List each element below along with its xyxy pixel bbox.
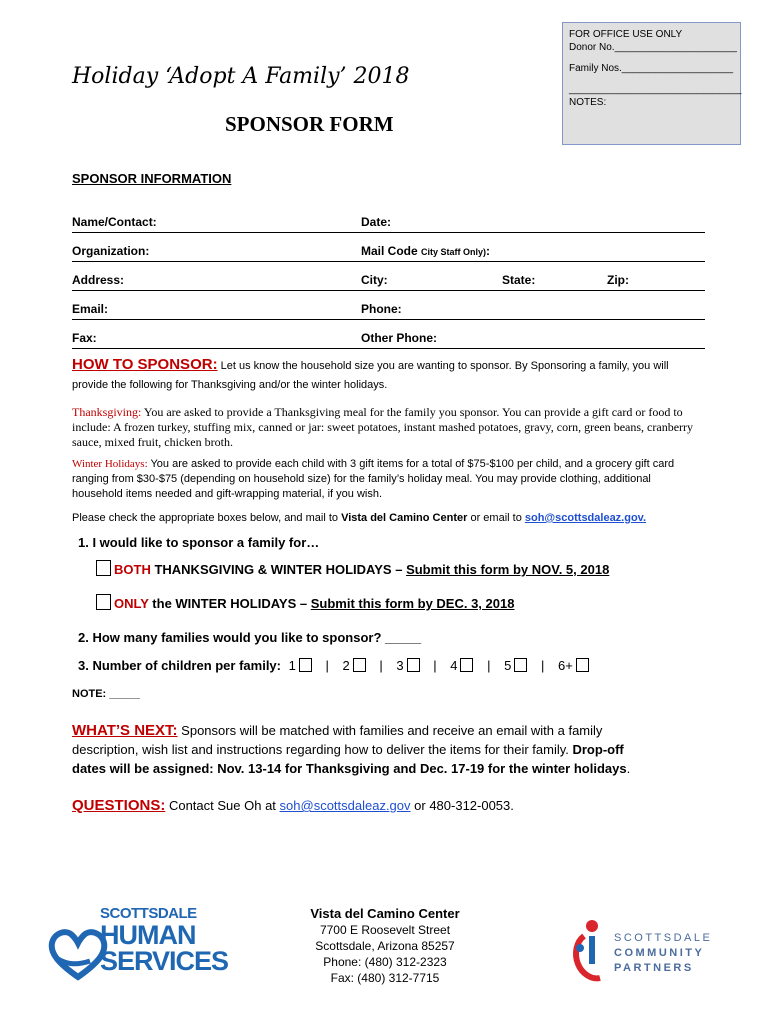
size-checkbox[interactable] (299, 658, 312, 672)
email-link[interactable]: soh@scottsdaleaz.gov. (524, 512, 647, 524)
only-deadline: Submit this form by DEC. 3, 2018 (310, 596, 515, 611)
footer-fax: Fax: (480) 312-7715 (330, 971, 440, 985)
heart-hands-icon (48, 925, 108, 985)
separator: | (540, 658, 545, 673)
community-partners-logo (570, 918, 720, 988)
partners-line1: SCOTTSDALE (614, 932, 713, 944)
size-checkbox[interactable] (514, 658, 527, 672)
size-label: 1 (288, 658, 296, 673)
footer-phone: Phone: (480) 312-2323 (323, 955, 447, 969)
questions-heading: QUESTIONS: (72, 797, 166, 814)
whats-next-line1 (72, 721, 712, 740)
whats-next-line3 (72, 759, 712, 778)
whats-next-line2 (72, 740, 712, 759)
questions-phone: or 480-312-0053. (410, 798, 514, 813)
fax-label: Fax: (72, 331, 97, 345)
size-option-4 (450, 658, 473, 673)
date-label: Date: (361, 215, 392, 229)
logo-human-text: HUMAN (100, 920, 196, 950)
separator: | (379, 658, 383, 673)
whats-next-paragraph (72, 721, 712, 778)
size-label: 2 (342, 658, 350, 673)
size-checkbox[interactable] (407, 658, 420, 672)
both-checkbox[interactable] (96, 560, 111, 576)
family-nos-field: Family Nos.____________________ (569, 63, 734, 74)
winter-label: Winter Holidays: (72, 458, 148, 470)
other-phone-label: Other Phone: (361, 331, 438, 345)
size-checkbox[interactable] (353, 658, 366, 672)
size-label: 6+ (558, 658, 573, 673)
sponsor-info-heading: SPONSOR INFORMATION (72, 171, 232, 186)
winter-text: You are asked to provide each child with 3 gift items for a total of $75-$100 per child, and a grocery gift card ranging from $30-$75 (depending on household size) for the family’s holiday meal. You may provide clothing, additional household items needed and gift-wrapping material, if you wish. (72, 458, 675, 500)
both-text: THANKSGIVING & WINTER HOLIDAYS – (150, 562, 407, 577)
human-services-logo (48, 905, 229, 985)
thanksgiving-text: You are asked to provide a Thanksgiving meal for the family you sponsor. You can provide a gift card or food to include: A frozen turkey, stuffing mix, canned or jar: sweet potatoes, instant mashed potatoes, gravy, corn, green beans, cranberry sauce, mixed fruit, chicken broth. (72, 405, 694, 449)
size-option-5 (504, 658, 527, 673)
office-header: FOR OFFICE USE ONLY (569, 29, 683, 40)
city-label: City: (361, 273, 388, 287)
address-label: Address: (72, 273, 125, 287)
whats-next-dates: dates will be assigned: Nov. 13-14 for Thanksgiving and Dec. 17-19 for the winter holidays (72, 761, 627, 776)
thanksgiving-label: Thanksgiving: (72, 405, 142, 419)
thanksgiving-paragraph (72, 405, 702, 450)
whats-next-period: . (626, 761, 631, 776)
whats-next-heading: WHAT’S NEXT: (72, 722, 178, 739)
mail-code-text: Mail Code (361, 244, 418, 258)
question-2: 2. How many families would you like to sponsor? _____ (78, 630, 422, 645)
center-name: Vista del Camino Center (341, 512, 468, 524)
only-label: ONLY (114, 596, 149, 611)
fax-row-line[interactable] (72, 348, 705, 349)
how-to-sponsor-text2: provide the following for Thanksgiving and/or the winter holidays. (72, 379, 388, 391)
organization-label: Organization: (72, 244, 150, 258)
winter-paragraph (72, 457, 702, 502)
only-checkbox[interactable] (96, 594, 111, 610)
donor-no-field: Donor No.______________________ (569, 42, 737, 53)
office-blank-line: _______________________________ (569, 84, 742, 95)
page-title: Holiday ‘Adopt A Family’ 2018 (72, 64, 410, 89)
questions-email-link[interactable]: soh@scottsdaleaz.gov (279, 798, 411, 813)
size-label: 3 (396, 658, 404, 673)
mail-code-note: City Staff Only) (421, 247, 487, 257)
whats-next-text2: description, wish list and instructions regarding how to deliver the items for their family. (72, 742, 573, 757)
size-option-2 (343, 658, 366, 673)
notes-label: NOTES: (569, 97, 607, 108)
separator: | (325, 658, 329, 673)
separator: | (433, 658, 437, 673)
name-row-line[interactable] (72, 232, 705, 233)
email-label: Email: (72, 302, 109, 316)
option-both-row (96, 560, 609, 577)
org-row-line[interactable] (72, 261, 705, 262)
or-email-text: or email to (467, 512, 525, 524)
office-use-box (562, 22, 741, 145)
footer-address (290, 906, 480, 986)
people-icon (570, 918, 610, 984)
logo-scottsdale-text: SCOTTSDALE (100, 905, 197, 922)
size-label: 4 (450, 658, 458, 673)
separator: | (487, 658, 491, 673)
address-row-line[interactable] (72, 290, 705, 291)
how-to-sponsor-text: Let us know the household size you are wanting to sponsor. By Sponsoring a family, you will (220, 360, 669, 372)
check-text: Please check the appropriate boxes below, and mail to (72, 512, 342, 524)
size-checkbox[interactable] (460, 658, 473, 672)
mail-code-colon: : (486, 244, 491, 258)
whats-next-dropoff: Drop-off (572, 742, 624, 757)
phone-label: Phone: (361, 302, 402, 316)
question-3: 3. Number of children per family: (78, 658, 281, 673)
footer-street: 7700 E Roosevelt Street (319, 923, 451, 937)
partners-line3: PARTNERS (614, 962, 694, 974)
logo-services-text: SERVICES (100, 946, 229, 976)
whats-next-text1: Sponsors will be matched with families and receive an email with a family (177, 723, 603, 738)
state-label: State: (502, 273, 536, 287)
question-3-row (78, 658, 589, 673)
footer-center-name: Vista del Camino Center (310, 906, 460, 921)
only-text: the WINTER HOLIDAYS – (148, 596, 311, 611)
both-label: BOTH (114, 562, 151, 577)
partners-line2: COMMUNITY (614, 947, 705, 959)
form-subtitle: SPONSOR FORM (225, 112, 394, 136)
size-label: 5 (504, 658, 512, 673)
footer-city: Scottsdale, Arizona 85257 (315, 939, 455, 953)
how-to-sponsor-heading: HOW TO SPONSOR: (72, 356, 218, 373)
check-instructions (72, 511, 712, 526)
name-contact-label: Name/Contact: (72, 215, 157, 229)
how-to-sponsor-paragraph (72, 357, 712, 374)
questions-paragraph (72, 797, 514, 814)
both-deadline: Submit this form by NOV. 5, 2018 (406, 562, 610, 577)
size-checkbox[interactable] (576, 658, 589, 672)
option-only-row (96, 594, 514, 611)
questions-text: Contact Sue Oh at (165, 798, 280, 813)
email-row-line[interactable] (72, 319, 705, 320)
size-option-6 (558, 658, 589, 673)
mail-code-label (361, 244, 490, 258)
size-option-1 (289, 658, 312, 673)
note-line: NOTE: _____ (72, 688, 140, 700)
size-option-3 (396, 658, 419, 673)
question-1: 1. I would like to sponsor a family for… (78, 535, 320, 550)
zip-label: Zip: (607, 273, 629, 287)
